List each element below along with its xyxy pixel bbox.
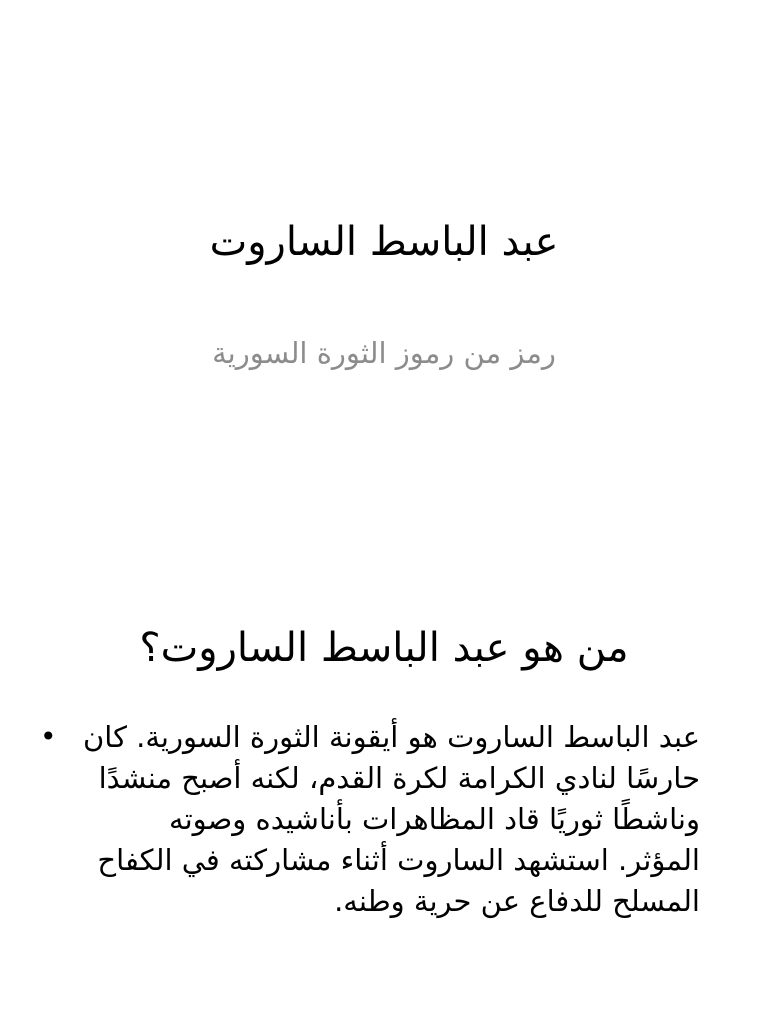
slide-heading: من هو عبد الباسط الساروت؟	[139, 625, 629, 671]
bullet-item: عبد الباسط الساروت هو أيقونة الثورة السورية. كان حارسًا لنادي الكرامة لكرة القدم، لكنه أصبح منشدًا وناشطًا ثوريًا قاد المظاهرات بأناشيده وصوته المؤثر. استشهد الساروت أثناء مشاركته في الكفاح المسلح للدفاع عن حرية وطنه.	[82, 720, 700, 918]
slide-title: عبد الباسط الساروت	[209, 219, 559, 265]
bullet-dot-icon: •	[40, 720, 57, 753]
content-slide	[0, 512, 768, 1024]
slide-subtitle: رمز من رموز الثورة السورية	[212, 336, 556, 370]
